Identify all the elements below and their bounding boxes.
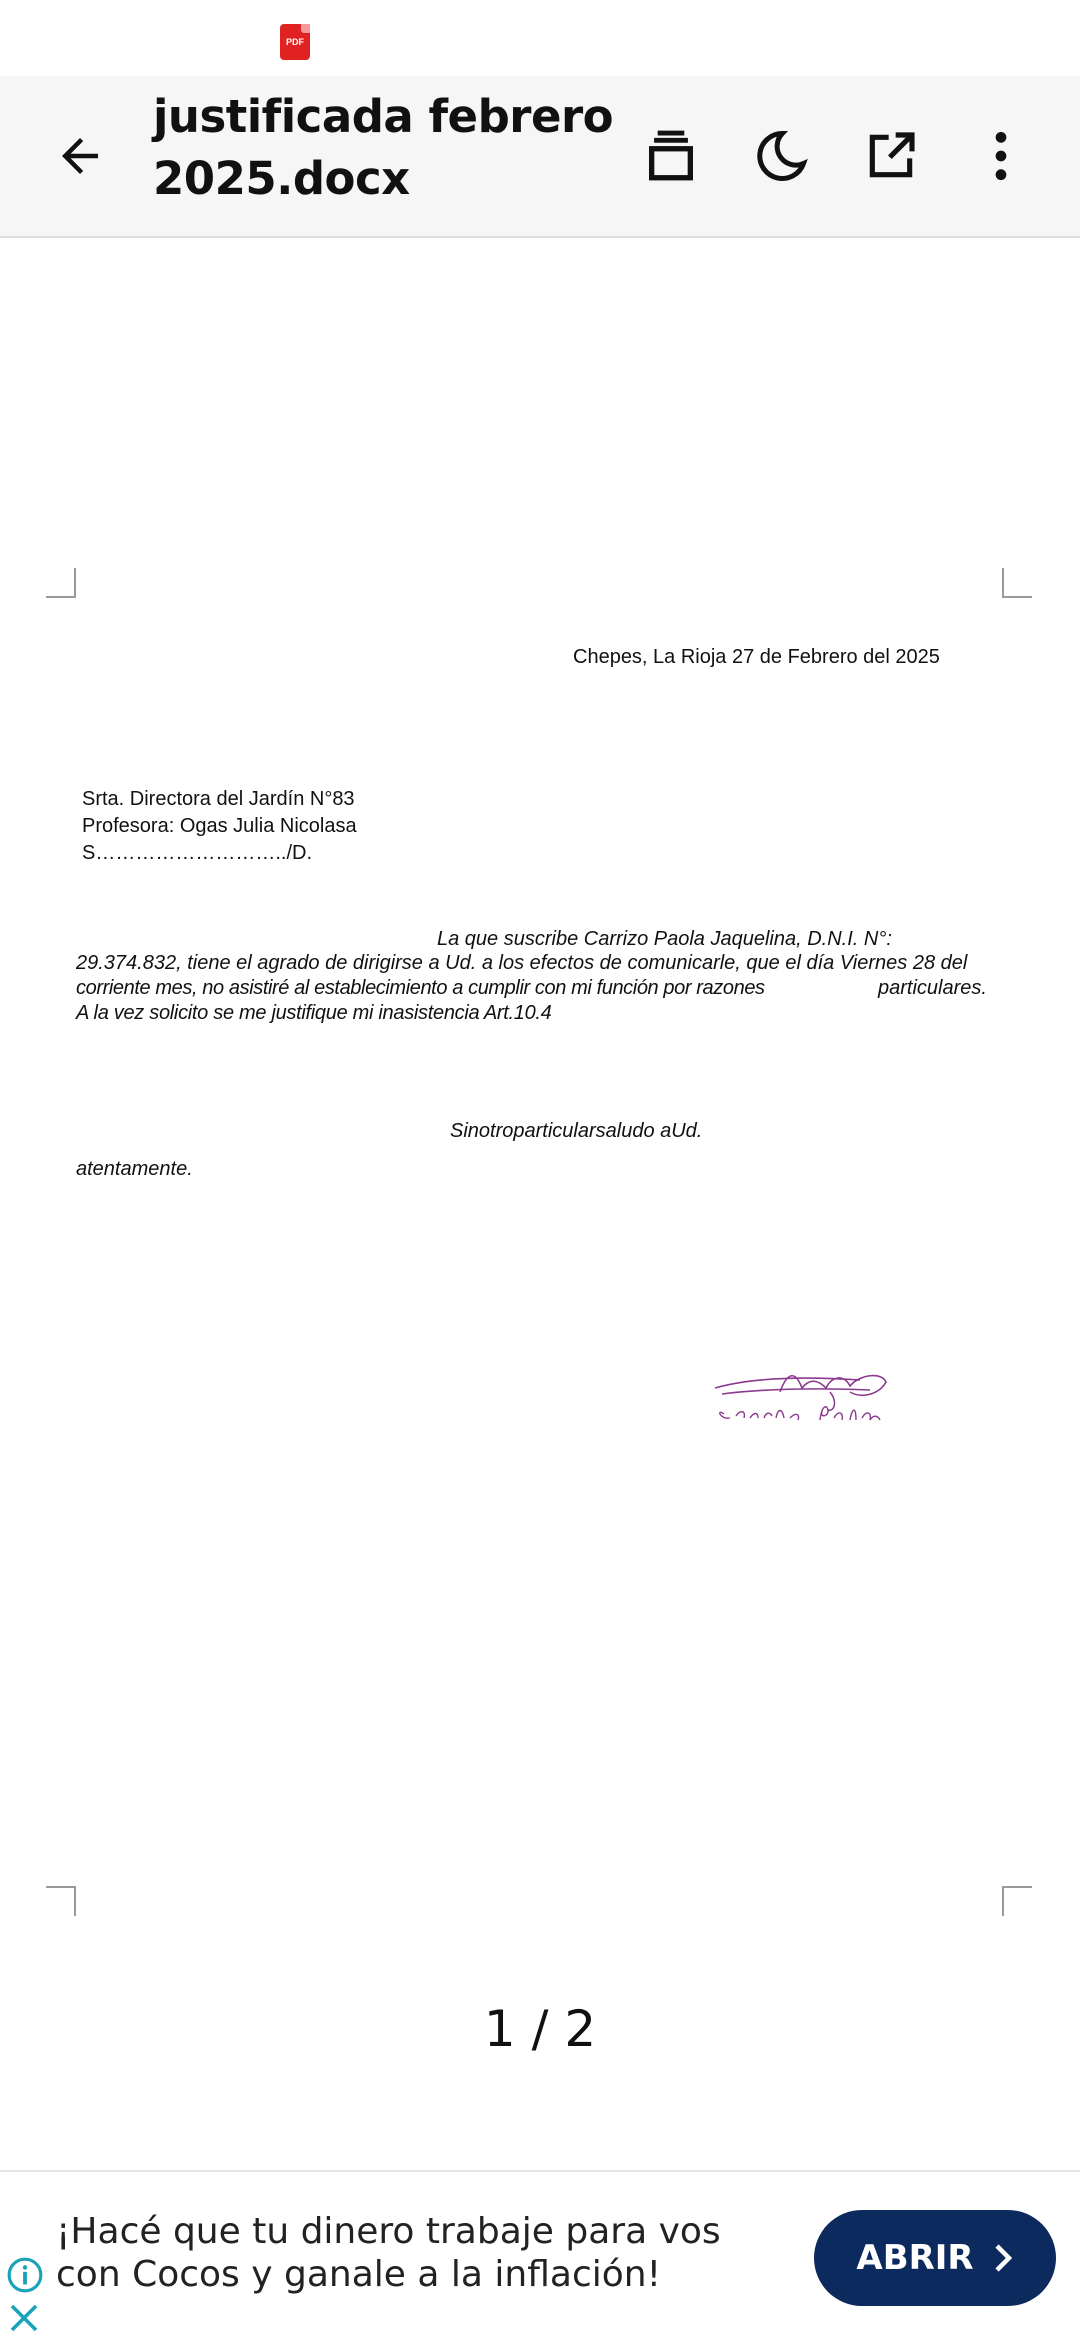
document-title: justificada febrero 2025.docx (153, 90, 614, 205)
recipient-line: S………………………../D. (82, 842, 313, 864)
recipient-line: Srta. Directora del Jardín N°83 (82, 788, 355, 810)
ad-banner[interactable] (0, 2170, 1080, 2342)
signature-image (710, 1358, 920, 1438)
date-line: Chepes, La Rioja 27 de Febrero del 2025 (573, 646, 940, 668)
ad-close-icon[interactable] (6, 2300, 42, 2336)
page-view-icon (642, 127, 700, 185)
body-line: 29.374.832, tiene el agrado de dirigirse a Ud. a los efectos de comunicarle, que el día Viernes 28 del (76, 952, 968, 974)
arrow-back-icon (53, 129, 107, 183)
more-vert-icon (991, 128, 1011, 184)
ad-open-button[interactable]: ABRIR (814, 2210, 1056, 2306)
document-viewer[interactable] (0, 238, 1080, 2170)
page-corner-mark (1002, 568, 1032, 598)
body-line: corriente mes, no asistiré al establecimiento a cumplir con mi función por razones (76, 977, 765, 999)
ad-text: ¡Hacé que tu dinero trabaje para vos con Cocos y ganale a la inflación! (56, 2211, 721, 2295)
dark-mode-icon (751, 126, 811, 186)
open-external-button[interactable] (841, 106, 941, 206)
page-indicator: 1 / 2 (483, 2000, 597, 2058)
open-external-icon (863, 128, 919, 184)
recipient-line: Profesora: Ogas Julia Nicolasa (82, 815, 357, 837)
chevron-right-icon (992, 2243, 1014, 2273)
body-line: A la vez solicito se me justifique mi inasistencia Art.10.4 (76, 1002, 552, 1024)
page-corner-mark (46, 1886, 76, 1916)
closing-line: atentamente. (76, 1158, 193, 1180)
page-view-button[interactable] (621, 106, 721, 206)
app-bar (0, 76, 1080, 238)
back-button[interactable] (30, 106, 130, 206)
more-options-button[interactable] (951, 106, 1051, 206)
closing-line: Sinotroparticularsaludo aUd. (450, 1120, 703, 1142)
body-line: La que suscribe Carrizo Paola Jaquelina, D.N.I. N°: (437, 928, 892, 950)
body-line: particulares. (878, 977, 987, 999)
status-bar (0, 0, 1080, 76)
ad-info-icon[interactable] (6, 2256, 44, 2294)
page-corner-mark (1002, 1886, 1032, 1916)
dark-mode-button[interactable] (731, 106, 831, 206)
page-corner-mark (46, 568, 76, 598)
pdf-icon: PDF (280, 24, 310, 60)
